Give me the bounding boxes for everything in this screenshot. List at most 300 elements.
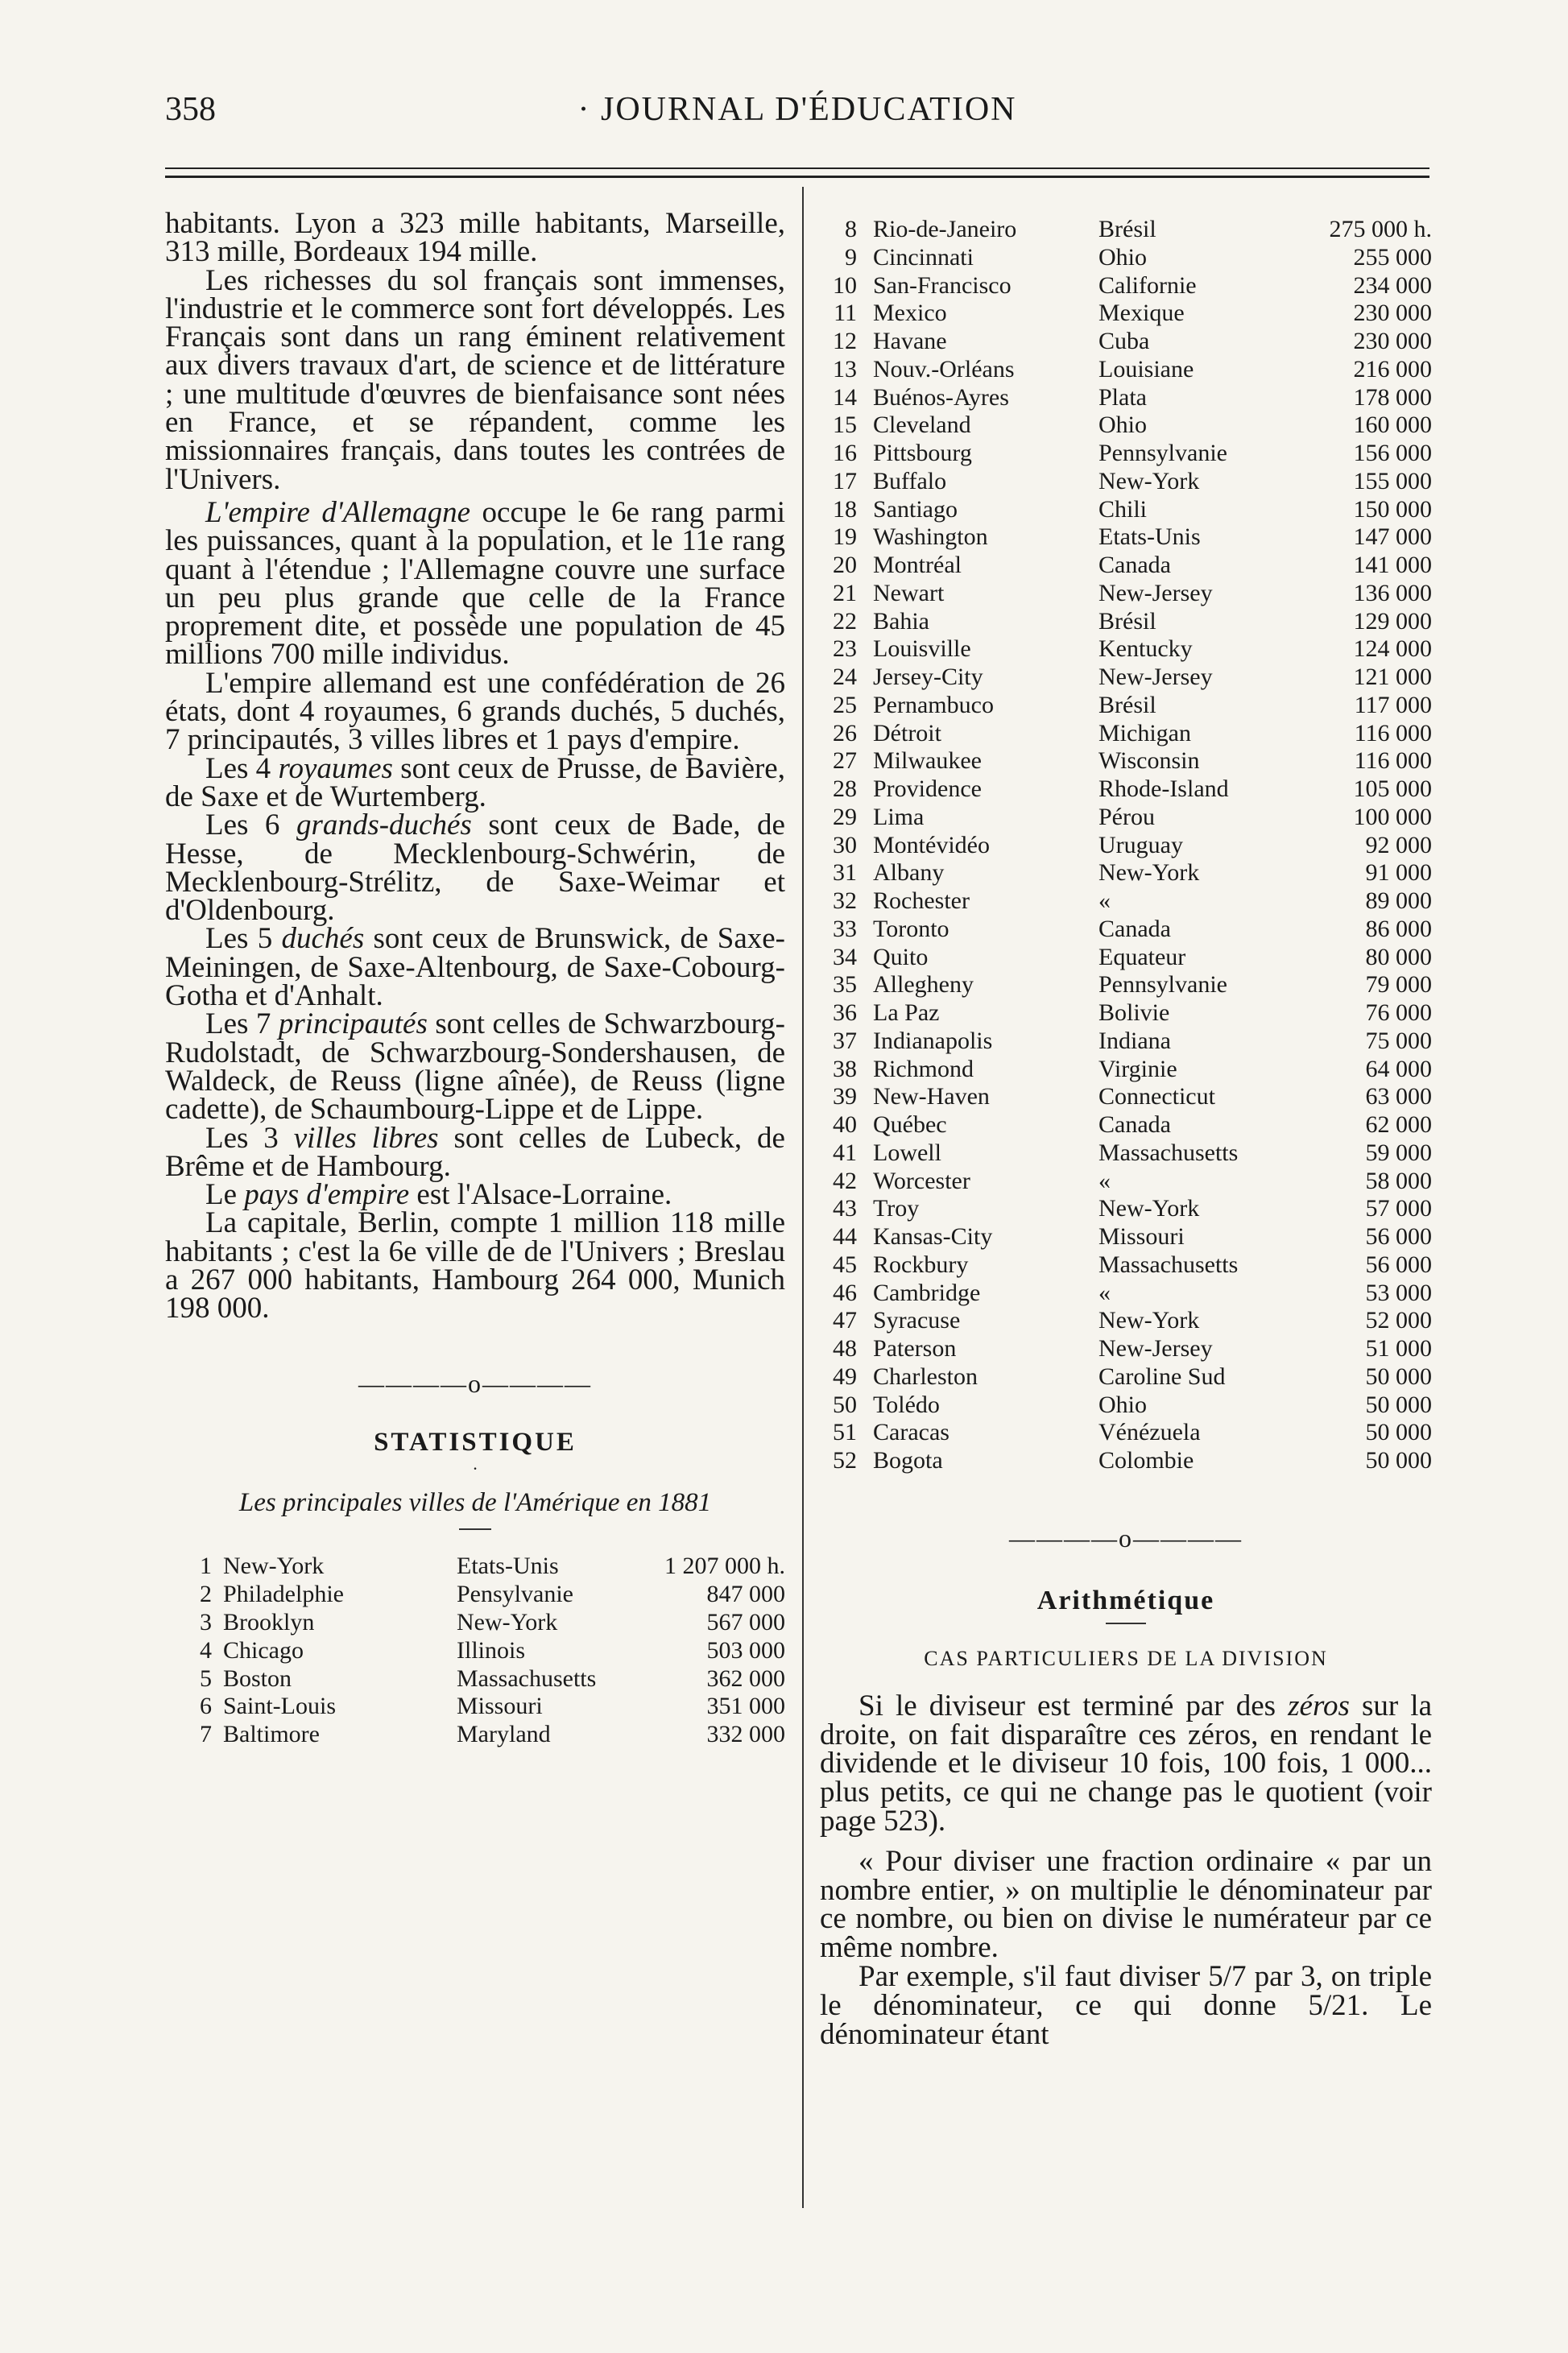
cell-rank: 37	[833, 1027, 857, 1054]
paragraph-example: Par exemple, s'il faut diviser 5/7 par 3, on triple le dénominateur, ce qui donne 5/21. Le dénominateur étant	[820, 1959, 1432, 2051]
cell-state: Ohio	[1098, 411, 1147, 439]
cell-city: Rio-de-Janeiro	[873, 216, 1017, 242]
table-row	[820, 887, 1432, 916]
cell-state: Bolivie	[1098, 999, 1170, 1026]
cell-rank: 36	[833, 999, 857, 1026]
cities-table-caption: Les principales villes de l'Amérique en 1881	[238, 1488, 712, 1518]
cell-state: Massachusetts	[1098, 1251, 1239, 1278]
left-column	[165, 209, 785, 1749]
cell-rank: 22	[833, 607, 857, 635]
cell-city: Montréal	[873, 552, 962, 578]
table-row	[820, 1056, 1432, 1084]
cell-city: Kansas-City	[873, 1223, 993, 1250]
cell-state: Missouri	[457, 1693, 543, 1720]
villes-libres-text: sont celles de Lubeck, de Brême et de Hambourg.	[165, 1121, 785, 1183]
cell-city: Cincinnati	[873, 243, 974, 271]
table-row	[165, 1553, 785, 1581]
cell-state: Colombie	[1098, 1447, 1194, 1474]
cell-city: Brooklyn	[223, 1609, 315, 1636]
arithmetique-title: Arithmétique	[1036, 1585, 1215, 1615]
table-row	[820, 552, 1432, 580]
table-row	[820, 1223, 1432, 1251]
arithmetique-rule	[1106, 1623, 1146, 1624]
cell-city: New-Haven	[873, 1083, 990, 1110]
cell-pop: 150 000	[1353, 495, 1432, 523]
cell-rank: 5	[200, 1664, 212, 1692]
cell-city: Montévidéo	[873, 831, 990, 858]
table-row	[820, 468, 1432, 496]
cell-state: Brésil	[1098, 691, 1156, 718]
cell-pop: 124 000	[1353, 635, 1432, 663]
cell-rank: 45	[833, 1251, 857, 1278]
cell-pop: 230 000	[1353, 328, 1432, 354]
cell-state: Connecticut	[1098, 1083, 1215, 1110]
cell-rank: 26	[833, 719, 857, 746]
cell-pop: 56 000	[1365, 1223, 1432, 1250]
table-row	[820, 832, 1432, 860]
cell-rank: 2	[200, 1581, 212, 1608]
cell-rank: 7	[200, 1721, 212, 1748]
cell-pop: 847 000	[706, 1581, 785, 1608]
cell-pop: 178 000	[1353, 383, 1432, 411]
cell-city: Québec	[873, 1111, 947, 1138]
table-row	[165, 1581, 785, 1609]
cell-city: Milwaukee	[873, 747, 982, 775]
journal-title: · JOURNAL D'ÉDUCATION	[577, 91, 1017, 128]
table-row	[820, 300, 1432, 328]
cell-pop: 234 000	[1353, 271, 1432, 299]
cell-rank: 49	[833, 1363, 857, 1390]
principautes-term: principautés	[278, 1007, 428, 1041]
duches-term: duchés	[281, 922, 365, 956]
table-row	[820, 244, 1432, 272]
cell-rank: 24	[833, 664, 857, 690]
paragraph-confederation: L'empire allemand est une confédération de 26 états, dont 4 royaumes, 6 grands duchés, 5 duchés, 7 principautés, 3 villes libres et 1 pays d'empire.	[165, 666, 785, 757]
cell-state: «	[1098, 1279, 1111, 1306]
table-row	[820, 999, 1432, 1028]
cell-rank: 50	[833, 1391, 857, 1418]
cell-pop: 116 000	[1354, 747, 1432, 775]
cell-rank: 13	[833, 355, 857, 383]
cell-rank: 12	[833, 328, 857, 354]
table-row	[820, 1419, 1432, 1447]
cell-city: Lowell	[873, 1139, 941, 1166]
table-row	[165, 1609, 785, 1637]
paragraph-berlin: La capitale, Berlin, compte 1 million 118 mille habitants ; c'est la 6e ville de de l'Univers ; Breslau a 267 000 habitants, Hambourg 264 000, Munich 198 000.	[165, 1206, 785, 1325]
table-row	[165, 1665, 785, 1693]
cell-rank: 42	[833, 1167, 857, 1194]
running-head	[165, 90, 1429, 139]
cell-city: Albany	[873, 859, 945, 887]
paragraph-villes-libres	[165, 1121, 785, 1183]
cell-rank: 25	[833, 691, 857, 718]
table-row	[820, 1447, 1432, 1475]
cell-rank: 47	[833, 1307, 857, 1334]
cell-pop: 129 000	[1353, 607, 1432, 635]
cell-rank: 38	[833, 1055, 857, 1082]
principautes-text: sont celles de Schwarzbourg-Rudolstadt, de Schwarzbourg-Sondershausen, de Waldeck, de Reuss (ligne aînée), de Reuss (ligne cadette), de Schaumbourg-Lippe et de Lippe.	[165, 1007, 785, 1127]
paragraph-france-cities: habitants. Lyon a 323 mille habitants, Marseille, 313 mille, Bordeaux 194 mille.	[165, 207, 785, 269]
cell-rank: 31	[833, 859, 857, 887]
cell-state: Michigan	[1098, 719, 1191, 746]
table-row	[165, 1693, 785, 1721]
cell-rank: 1	[200, 1553, 212, 1580]
cell-city: Philadelphie	[223, 1581, 344, 1608]
cell-state: Massachusetts	[1098, 1139, 1239, 1166]
cell-city: Quito	[873, 943, 929, 970]
cell-pop: 89 000	[1365, 887, 1432, 914]
cell-rank: 18	[833, 495, 857, 523]
cell-rank: 9	[845, 243, 857, 271]
cell-city: Boston	[223, 1664, 292, 1692]
royaumes-lead: Les 4	[205, 751, 279, 785]
table-row	[820, 272, 1432, 300]
table-row	[820, 1335, 1432, 1363]
cell-state: New-York	[1098, 859, 1200, 887]
cell-state: New-York	[457, 1609, 558, 1636]
cell-rank: 17	[833, 467, 857, 494]
cell-state: New-Jersey	[1098, 579, 1213, 606]
cell-state: Chili	[1098, 495, 1148, 523]
cell-city: Rochester	[873, 887, 970, 914]
cell-state: Kentucky	[1098, 635, 1193, 663]
table-row	[820, 971, 1432, 999]
table-row	[820, 384, 1432, 412]
cell-pop: 50 000	[1365, 1363, 1432, 1390]
cell-pop: 156 000	[1353, 440, 1432, 466]
table-row	[820, 1280, 1432, 1308]
cell-pop: 59 000	[1365, 1139, 1432, 1166]
cell-pop: 64 000	[1365, 1055, 1432, 1082]
cell-state: New-Jersey	[1098, 664, 1213, 690]
cell-rank: 28	[833, 775, 857, 802]
table-row	[820, 328, 1432, 356]
cell-rank: 48	[833, 1335, 857, 1362]
cell-rank: 8	[845, 216, 857, 242]
cell-city: Baltimore	[223, 1721, 320, 1748]
cell-state: Illinois	[457, 1636, 526, 1664]
cell-pop: 52 000	[1365, 1307, 1432, 1334]
cell-city: Paterson	[873, 1335, 957, 1362]
cell-city: Pernambuco	[873, 691, 994, 718]
cell-rank: 23	[833, 635, 857, 663]
cell-state: Louisiane	[1098, 355, 1194, 383]
germany-empire-term: L'empire d'Allemagne	[205, 495, 471, 529]
cell-state: Brésil	[1098, 607, 1156, 635]
page-number: 358	[165, 91, 216, 128]
cell-pop: 53 000	[1365, 1279, 1432, 1306]
cell-city: Allegheny	[873, 971, 974, 999]
cell-pop: 255 000	[1353, 243, 1432, 271]
cell-pop: 275 000 h.	[1329, 216, 1432, 242]
table-row	[820, 635, 1432, 664]
villes-libres-term: villes libres	[293, 1121, 439, 1155]
cell-city: Bogota	[873, 1447, 943, 1474]
cell-city: Mexico	[873, 300, 947, 327]
cell-state: Caroline Sud	[1098, 1363, 1226, 1390]
table-row	[820, 859, 1432, 887]
statistique-title: STATISTIQUE	[374, 1427, 577, 1457]
cell-rank: 10	[833, 271, 857, 299]
cell-state: Maryland	[457, 1721, 551, 1748]
cell-state: Indiana	[1098, 1027, 1171, 1054]
pays-empire-text: est l'Alsace-Lorraine.	[409, 1178, 672, 1212]
cell-pop: 116 000	[1354, 719, 1432, 746]
table-row	[820, 1168, 1432, 1196]
cell-city: Chicago	[223, 1636, 304, 1664]
cell-state: New-York	[1098, 1195, 1200, 1222]
principautes-lead: Les 7	[205, 1007, 279, 1041]
cell-rank: 46	[833, 1279, 857, 1306]
cell-city: Détroit	[873, 719, 941, 746]
paragraph-france-wealth: Les richesses du sol français sont immenses, l'industrie et le commerce sont fort développés. Les Français sont dans un rang éminent relativement aux divers travaux d'art, de science et de littérature ; une multitude d'œuvres de bienfaisance sont nées en France, et se répandent, comme les missionnaires français, dans toutes les contrées de l'Univers.	[165, 263, 785, 496]
cell-rank: 51	[833, 1419, 857, 1446]
cell-rank: 30	[833, 831, 857, 858]
cell-pop: 160 000	[1353, 411, 1432, 439]
cell-state: Pensylvanie	[457, 1581, 573, 1608]
cell-pop: 100 000	[1353, 803, 1432, 830]
cell-city: Charleston	[873, 1363, 978, 1390]
grands-duches-lead: Les 6	[205, 808, 296, 842]
cell-pop: 75 000	[1365, 1027, 1432, 1054]
table-row	[820, 1139, 1432, 1168]
duches-lead: Les 5	[205, 922, 282, 956]
arithmetique-separator: ————o————	[1009, 1523, 1243, 1553]
cell-state: «	[1098, 887, 1111, 914]
cell-city: Worcester	[873, 1167, 970, 1194]
cell-state: Vénézuela	[1098, 1419, 1201, 1446]
cell-rank: 39	[833, 1083, 857, 1110]
cell-pop: 567 000	[706, 1609, 785, 1636]
cell-city: Troy	[873, 1195, 920, 1222]
table-row	[820, 580, 1432, 608]
header-rule-top	[165, 167, 1429, 169]
cell-city: Tolédo	[873, 1391, 940, 1418]
cell-city: Cambridge	[873, 1279, 981, 1306]
cell-pop: 362 000	[706, 1664, 785, 1692]
table-row	[820, 1195, 1432, 1223]
table-row	[820, 216, 1432, 244]
cell-city: Jersey-City	[873, 664, 983, 690]
table-row	[820, 356, 1432, 384]
header-rule-bottom	[165, 176, 1429, 178]
cell-city: Rockbury	[873, 1251, 969, 1278]
cell-state: Mexique	[1098, 300, 1185, 327]
cell-city: New-York	[223, 1553, 325, 1580]
cell-pop: 136 000	[1353, 579, 1432, 606]
cell-city: Indianapolis	[873, 1027, 993, 1054]
table-row	[820, 916, 1432, 944]
cell-state: New-York	[1098, 467, 1200, 494]
cell-state: Rhode-Island	[1098, 775, 1229, 802]
table-row	[820, 1251, 1432, 1280]
cell-state: Virginie	[1098, 1055, 1177, 1082]
table-row	[820, 1392, 1432, 1420]
cell-city: Newart	[873, 579, 945, 606]
table-row	[820, 440, 1432, 468]
cell-pop: 79 000	[1365, 971, 1432, 999]
cell-pop: 117 000	[1354, 691, 1432, 718]
cell-state: Canada	[1098, 552, 1171, 578]
cell-pop: 50 000	[1365, 1391, 1432, 1418]
cell-pop: 121 000	[1353, 664, 1432, 690]
cell-state: Wisconsin	[1098, 747, 1200, 775]
cell-rank: 43	[833, 1195, 857, 1222]
cell-pop: 155 000	[1353, 467, 1432, 494]
cell-rank: 14	[833, 383, 857, 411]
pays-empire-term: pays d'empire	[244, 1178, 410, 1212]
paragraph-royaumes	[165, 751, 785, 813]
grands-duches-term: grands-duchés	[296, 808, 472, 842]
table-row	[165, 1721, 785, 1749]
cell-state: Plata	[1098, 383, 1147, 411]
table-row	[820, 775, 1432, 804]
cell-pop: 51 000	[1365, 1335, 1432, 1362]
cell-rank: 33	[833, 915, 857, 942]
cell-state: Uruguay	[1098, 831, 1183, 858]
paragraph-zeros	[820, 1689, 1432, 1838]
cities-table-right	[820, 216, 1432, 1475]
villes-libres-lead: Les 3	[205, 1121, 294, 1155]
cell-pop: 351 000	[706, 1693, 785, 1720]
paragraph-fraction-rule: « Pour diviser une fraction ordinaire « par un nombre entier, » on multiplie le dénominateur par ce nombre, ou bien on divise le numérateur par ce même nombre.	[820, 1844, 1432, 1965]
cell-city: Bahia	[873, 607, 929, 635]
paragraph-duches	[165, 922, 785, 1013]
table-row	[820, 496, 1432, 524]
cell-pop: 80 000	[1365, 943, 1432, 970]
cell-rank: 35	[833, 971, 857, 999]
cell-pop: 76 000	[1365, 999, 1432, 1026]
cell-state: Brésil	[1098, 216, 1156, 242]
section-separator: ————o————	[358, 1368, 592, 1398]
caption-rule	[459, 1528, 491, 1530]
royaumes-term: royaumes	[278, 751, 393, 785]
zeros-lead: Si le diviseur est terminé par des	[858, 1689, 1289, 1722]
table-row	[820, 664, 1432, 692]
cell-rank: 32	[833, 887, 857, 914]
cell-rank: 41	[833, 1139, 857, 1166]
statistique-dot: ·	[472, 1458, 478, 1479]
table-row	[820, 523, 1432, 552]
cell-city: Syracuse	[873, 1307, 961, 1334]
cell-city: Santiago	[873, 495, 958, 523]
cell-city: Toronto	[873, 915, 949, 942]
cell-pop: 1 207 000 h.	[664, 1553, 785, 1580]
cell-pop: 216 000	[1353, 355, 1432, 383]
cell-pop: 57 000	[1365, 1195, 1432, 1222]
cell-city: Cleveland	[873, 411, 971, 439]
table-row	[820, 692, 1432, 720]
cell-pop: 147 000	[1353, 523, 1432, 551]
cell-rank: 19	[833, 523, 857, 551]
cell-state: Massachusetts	[457, 1664, 597, 1692]
table-row	[820, 411, 1432, 440]
cell-state: New-York	[1098, 1307, 1200, 1334]
cell-state: New-Jersey	[1098, 1335, 1213, 1362]
cell-state: Etats-Unis	[1098, 523, 1201, 551]
royaumes-text: sont ceux de Prusse, de Bavière, de Saxe et de Wurtemberg.	[165, 751, 785, 813]
cell-state: Etats-Unis	[457, 1553, 559, 1580]
cell-pop: 50 000	[1365, 1419, 1432, 1446]
cell-pop: 230 000	[1353, 300, 1432, 327]
cell-rank: 21	[833, 579, 857, 606]
zeros-term: zéros	[1288, 1689, 1350, 1722]
cell-city: Buénos-Ayres	[873, 383, 1009, 411]
cell-rank: 3	[200, 1609, 212, 1636]
cell-city: San-Francisco	[873, 271, 1012, 299]
cell-city: Havane	[873, 328, 947, 354]
cell-city: Pittsbourg	[873, 440, 972, 466]
table-row	[820, 944, 1432, 972]
cell-pop: 332 000	[706, 1721, 785, 1748]
cell-state: Canada	[1098, 1111, 1171, 1138]
cell-pop: 105 000	[1353, 775, 1432, 802]
cell-city: Nouv.-Orléans	[873, 355, 1015, 383]
cell-rank: 16	[833, 440, 857, 466]
cell-city: Louisville	[873, 635, 971, 663]
cell-pop: 86 000	[1365, 915, 1432, 942]
cities-table-right-body	[820, 216, 1432, 1475]
pays-empire-lead: Le	[205, 1178, 245, 1212]
cell-pop: 58 000	[1365, 1167, 1432, 1194]
right-column	[820, 216, 1432, 2049]
cell-state: «	[1098, 1167, 1111, 1194]
cell-state: Californie	[1098, 271, 1197, 299]
cell-city: La Paz	[873, 999, 940, 1026]
cell-pop: 141 000	[1353, 552, 1432, 578]
cell-state: Missouri	[1098, 1223, 1185, 1250]
cell-rank: 15	[833, 411, 857, 439]
cell-state: Pennsylvanie	[1098, 440, 1227, 466]
paragraph-germany-empire	[165, 495, 785, 672]
cell-rank: 11	[834, 300, 857, 327]
cell-pop: 91 000	[1365, 859, 1432, 887]
cell-rank: 52	[833, 1447, 857, 1474]
cell-pop: 92 000	[1365, 831, 1432, 858]
cell-state: Ohio	[1098, 243, 1147, 271]
cell-rank: 4	[200, 1636, 212, 1664]
table-row	[820, 804, 1432, 832]
cell-rank: 27	[833, 747, 857, 775]
cell-pop: 50 000	[1365, 1447, 1432, 1474]
paragraph-principautes	[165, 1007, 785, 1127]
cell-city: Caracas	[873, 1419, 949, 1446]
cell-city: Buffalo	[873, 467, 947, 494]
cell-rank: 20	[833, 552, 857, 578]
column-divider	[802, 187, 804, 2208]
cell-state: Equateur	[1098, 943, 1186, 970]
cell-state: Pérou	[1098, 803, 1155, 830]
cell-state: Ohio	[1098, 1391, 1147, 1418]
table-row	[820, 747, 1432, 775]
grands-duches-text: sont ceux de Bade, de Hesse, de Mecklenbourg-Schwérin, de Mecklenbourg-Strélitz, de Saxe-Weimar et d'Oldenbourg.	[165, 808, 785, 928]
cell-rank: 44	[833, 1223, 857, 1250]
cell-city: Washington	[873, 523, 988, 551]
cell-pop: 62 000	[1365, 1111, 1432, 1138]
table-row	[820, 1363, 1432, 1392]
cell-state: Canada	[1098, 915, 1171, 942]
paragraph-pays-empire	[165, 1178, 785, 1212]
paragraph-grands-duches	[165, 808, 785, 928]
table-row	[820, 1083, 1432, 1111]
arithmetique-subtitle: CAS PARTICULIERS DE LA DIVISION	[924, 1646, 1328, 1670]
cell-pop: 56 000	[1365, 1251, 1432, 1278]
arithmetique-text	[820, 1689, 1432, 2051]
table-row	[820, 720, 1432, 748]
cell-rank: 34	[833, 943, 857, 970]
cell-rank: 40	[833, 1111, 857, 1138]
cell-city: Saint-Louis	[223, 1693, 336, 1720]
